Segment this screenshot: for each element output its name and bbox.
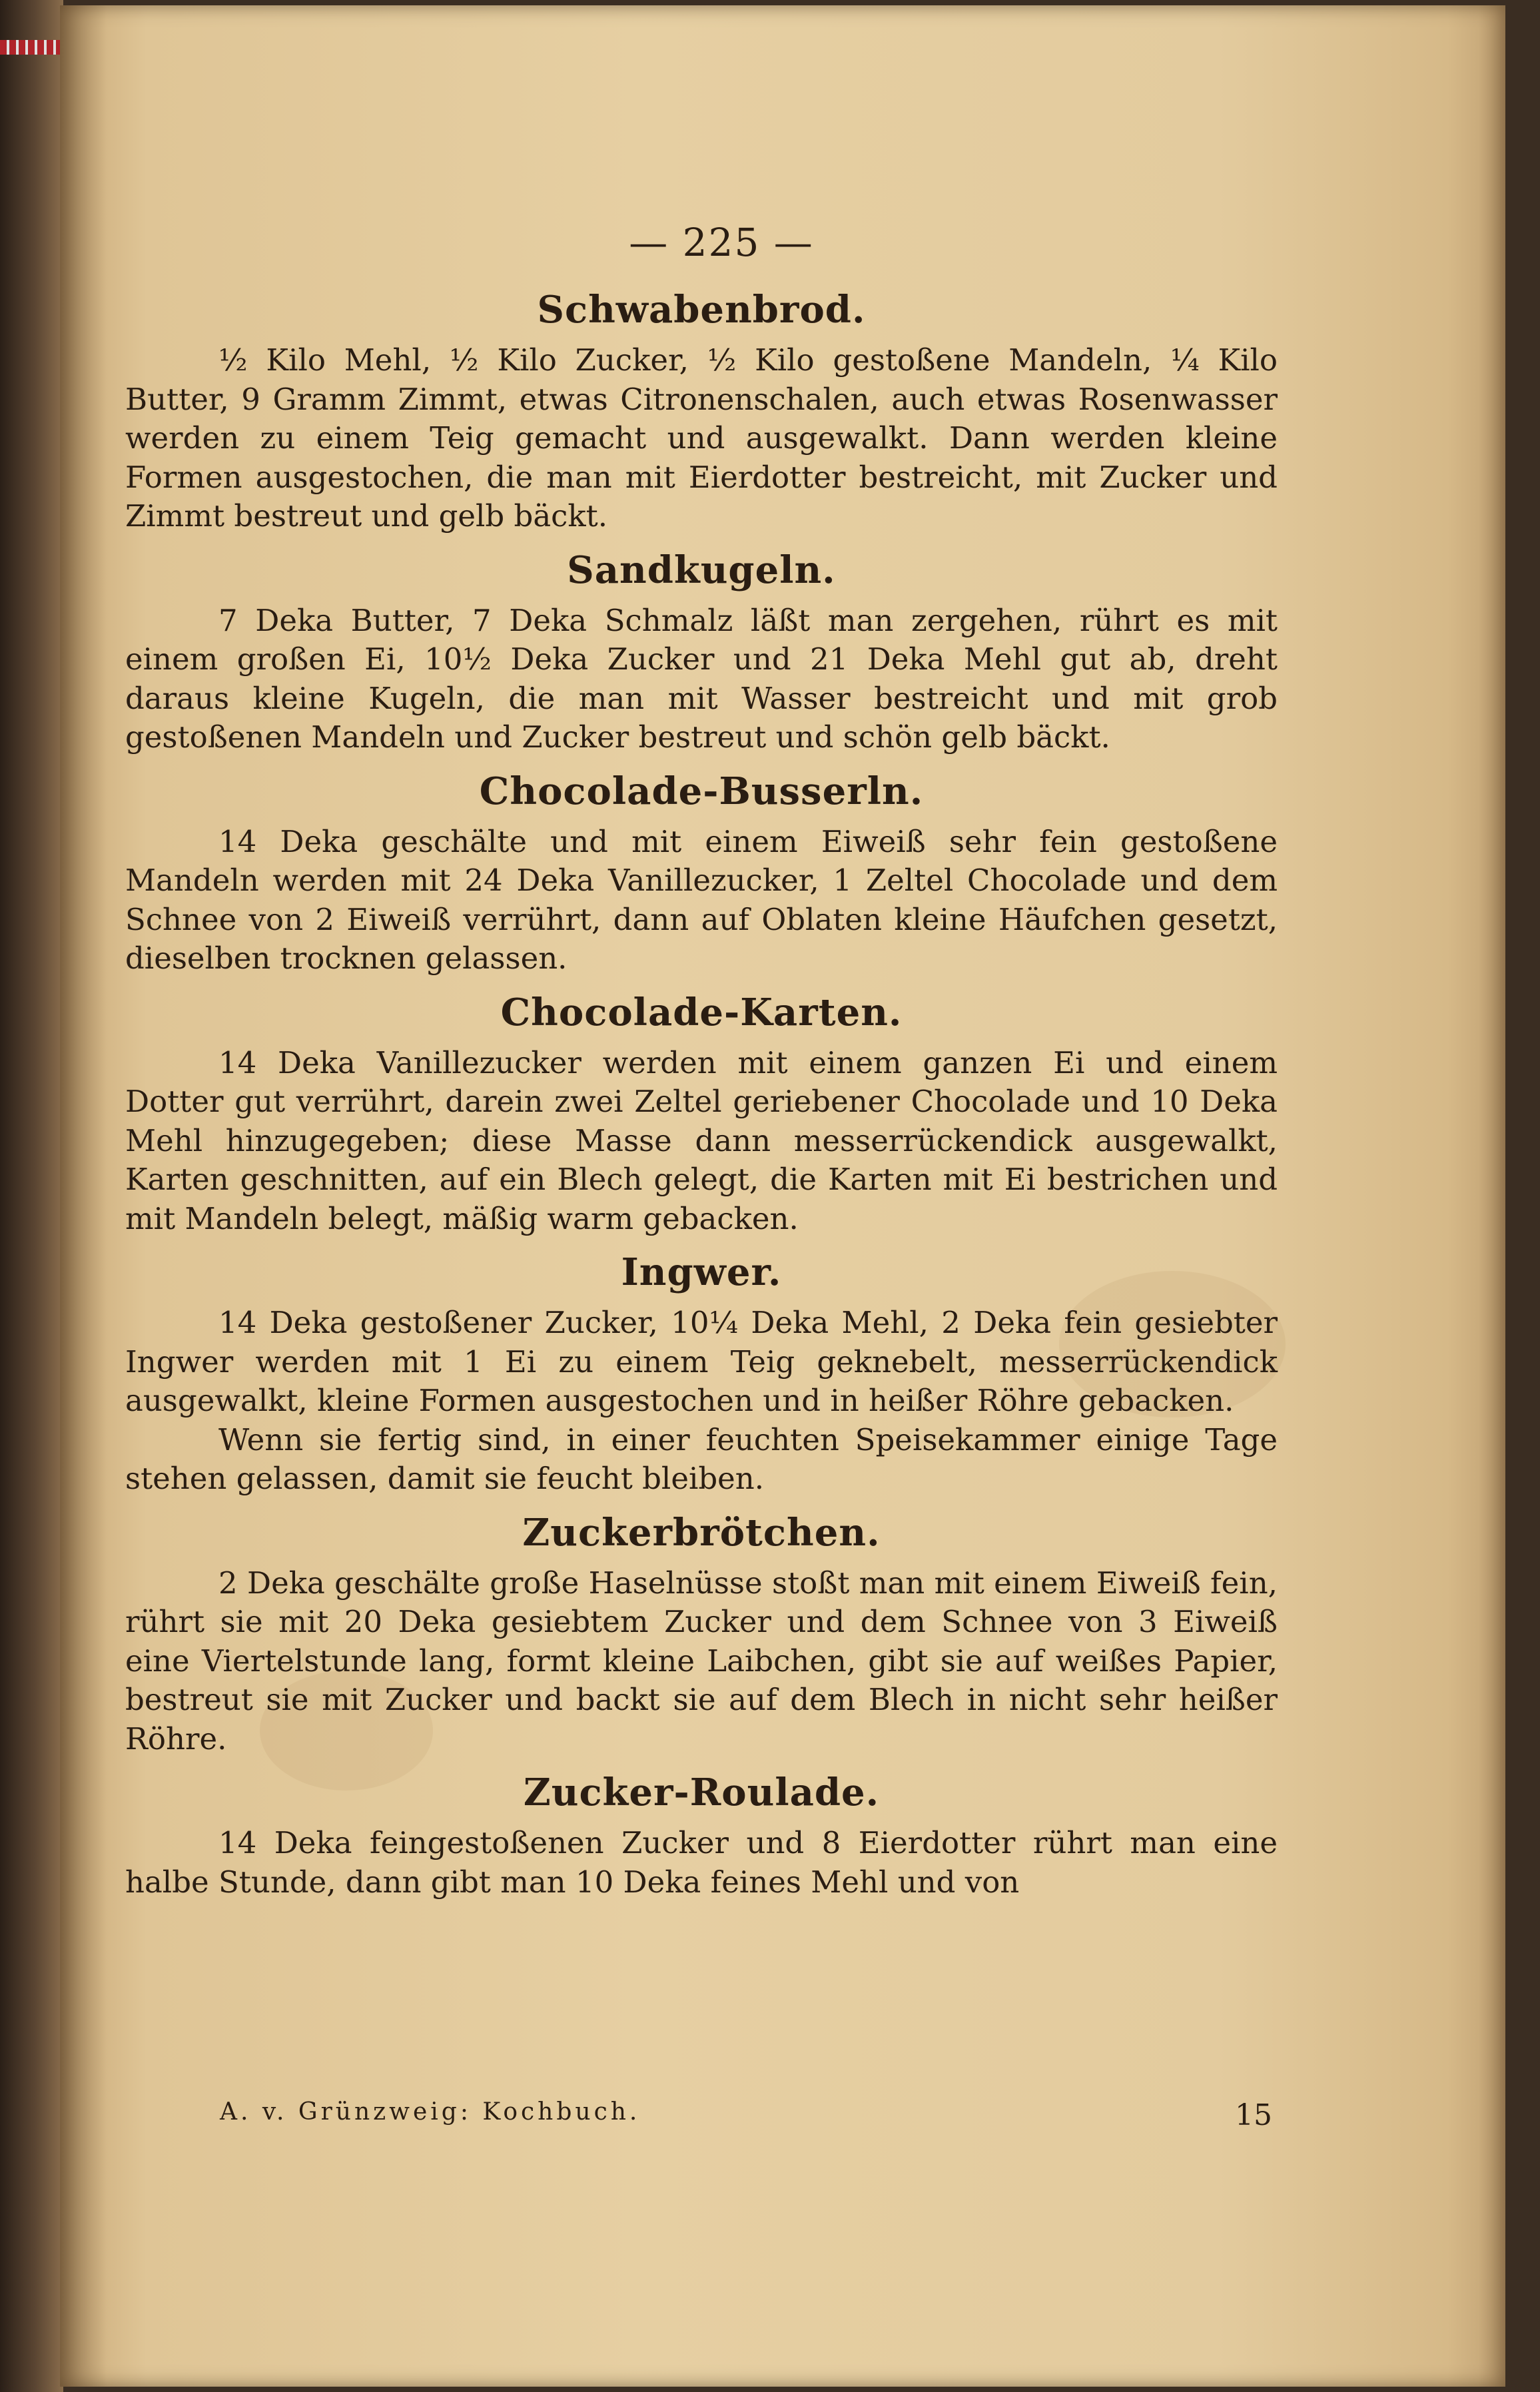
recipe-heading: Sandkugeln. (567, 548, 836, 592)
recipe-section (125, 991, 1278, 1239)
recipe-paragraph: 14 Deka feingestoßenen Zucker und 8 Eierdotter rührt man eine halbe Stunde, dann gibt man 10 Deka feines Mehl und von (125, 1825, 1278, 1900)
recipe-paragraph: 7 Deka Butter, 7 Deka Schmalz läßt man zergehen, rührt es mit einem großen Ei, 10½ Deka Zucker und 21 Deka Mehl gut ab, dreht daraus kleine Kugeln, die man mit Wasser bestreicht und mit grob gestoßenen Mandeln und Zucker bestreut und schön gelb bäckt. (125, 602, 1278, 755)
recipe-paragraph: 14 Deka gestoßener Zucker, 10¼ Deka Mehl, 2 Deka fein gesiebter Ingwer werden mit 1 Ei zu einem Teig geknebelt, messerrückendick ausgewalkt, kleine Formen ausgestochen und in heißer Röhre gebacken. (125, 1305, 1278, 1418)
recipe-section (125, 1511, 1278, 1759)
footer-author: A. v. Grünzweig: Kochbuch. (220, 2098, 641, 2126)
recipe-heading: Schwabenbrod. (537, 288, 866, 332)
recipe-section (125, 769, 1278, 979)
signature-mark: 15 (1235, 2098, 1272, 2132)
page-content (125, 220, 1278, 1902)
recipe-section (125, 1250, 1278, 1499)
gutter-shadow (60, 5, 107, 2387)
recipe-paragraph: 14 Deka Vanillezucker werden mit einem ganzen Ei und einem Dotter gut verrührt, darein zwei Zeltel geriebener Chocolade und 10 Deka Mehl hinzugegeben; diese Masse dann messerrückendick ausgewalkt, Karten geschnitten, auf ein Blech gelegt, die Karten mit Ei bestrichen und mit Mandeln belegt, mäßig warm gebacken. (125, 1044, 1278, 1236)
recipe-paragraph: 2 Deka geschälte große Haselnüsse stoßt man mit einem Eiweiß fein, rührt sie mit 20 Deka gesiebtem Zucker und dem Schnee von 3 Eiweiß eine Viertelstunde lang, formt kleine Laibchen, gibt sie auf weißes Papier, bestreut sie mit Zucker und backt sie auf dem Blech in nicht sehr heißer Röhre. (125, 1565, 1278, 1757)
recipe-paragraph: ½ Kilo Mehl, ½ Kilo Zucker, ½ Kilo gestoßene Mandeln, ¼ Kilo Butter, 9 Gramm Zimmt, etwas Citronenschalen, auch etwas Rosenwasser werden zu einem Teig gemacht und ausgewalkt. Dann werden kleine Formen ausgestochen, die man mit Eierdotter bestreicht, mit Zucker und Zimmt bestreut und gelb bäckt. (125, 342, 1278, 534)
page-number: — 225 — (629, 220, 814, 265)
page-footer (220, 2098, 1272, 2132)
recipe-heading: Chocolade-Karten. (500, 990, 903, 1034)
recipe-paragraph: 14 Deka geschälte und mit einem Eiweiß sehr fein gestoßene Mandeln werden mit 24 Deka Vanillezucker, 1 Zeltel Chocolade und dem Schnee von 2 Eiweiß verrührt, dann auf Oblaten kleine Häufchen gesetzt, dieselben trocknen gelassen. (125, 823, 1278, 976)
page-right-edge (1479, 5, 1505, 2387)
recipe-heading: Ingwer. (621, 1250, 782, 1294)
recipe-heading: Zuckerbrötchen. (522, 1510, 881, 1555)
recipe-section (125, 288, 1278, 536)
recipe-heading: Zucker-Roulade. (523, 1771, 880, 1814)
recipe-paragraph: Wenn sie fertig sind, in einer feuchten Speisekammer einige Tage stehen gelassen, damit sie feucht bleiben. (125, 1421, 1278, 1496)
recipe-heading: Chocolade-Busserln. (479, 769, 924, 813)
recipe-section (125, 548, 1278, 757)
left-page-edge (0, 0, 63, 2392)
recipe-section (125, 1771, 1278, 1902)
